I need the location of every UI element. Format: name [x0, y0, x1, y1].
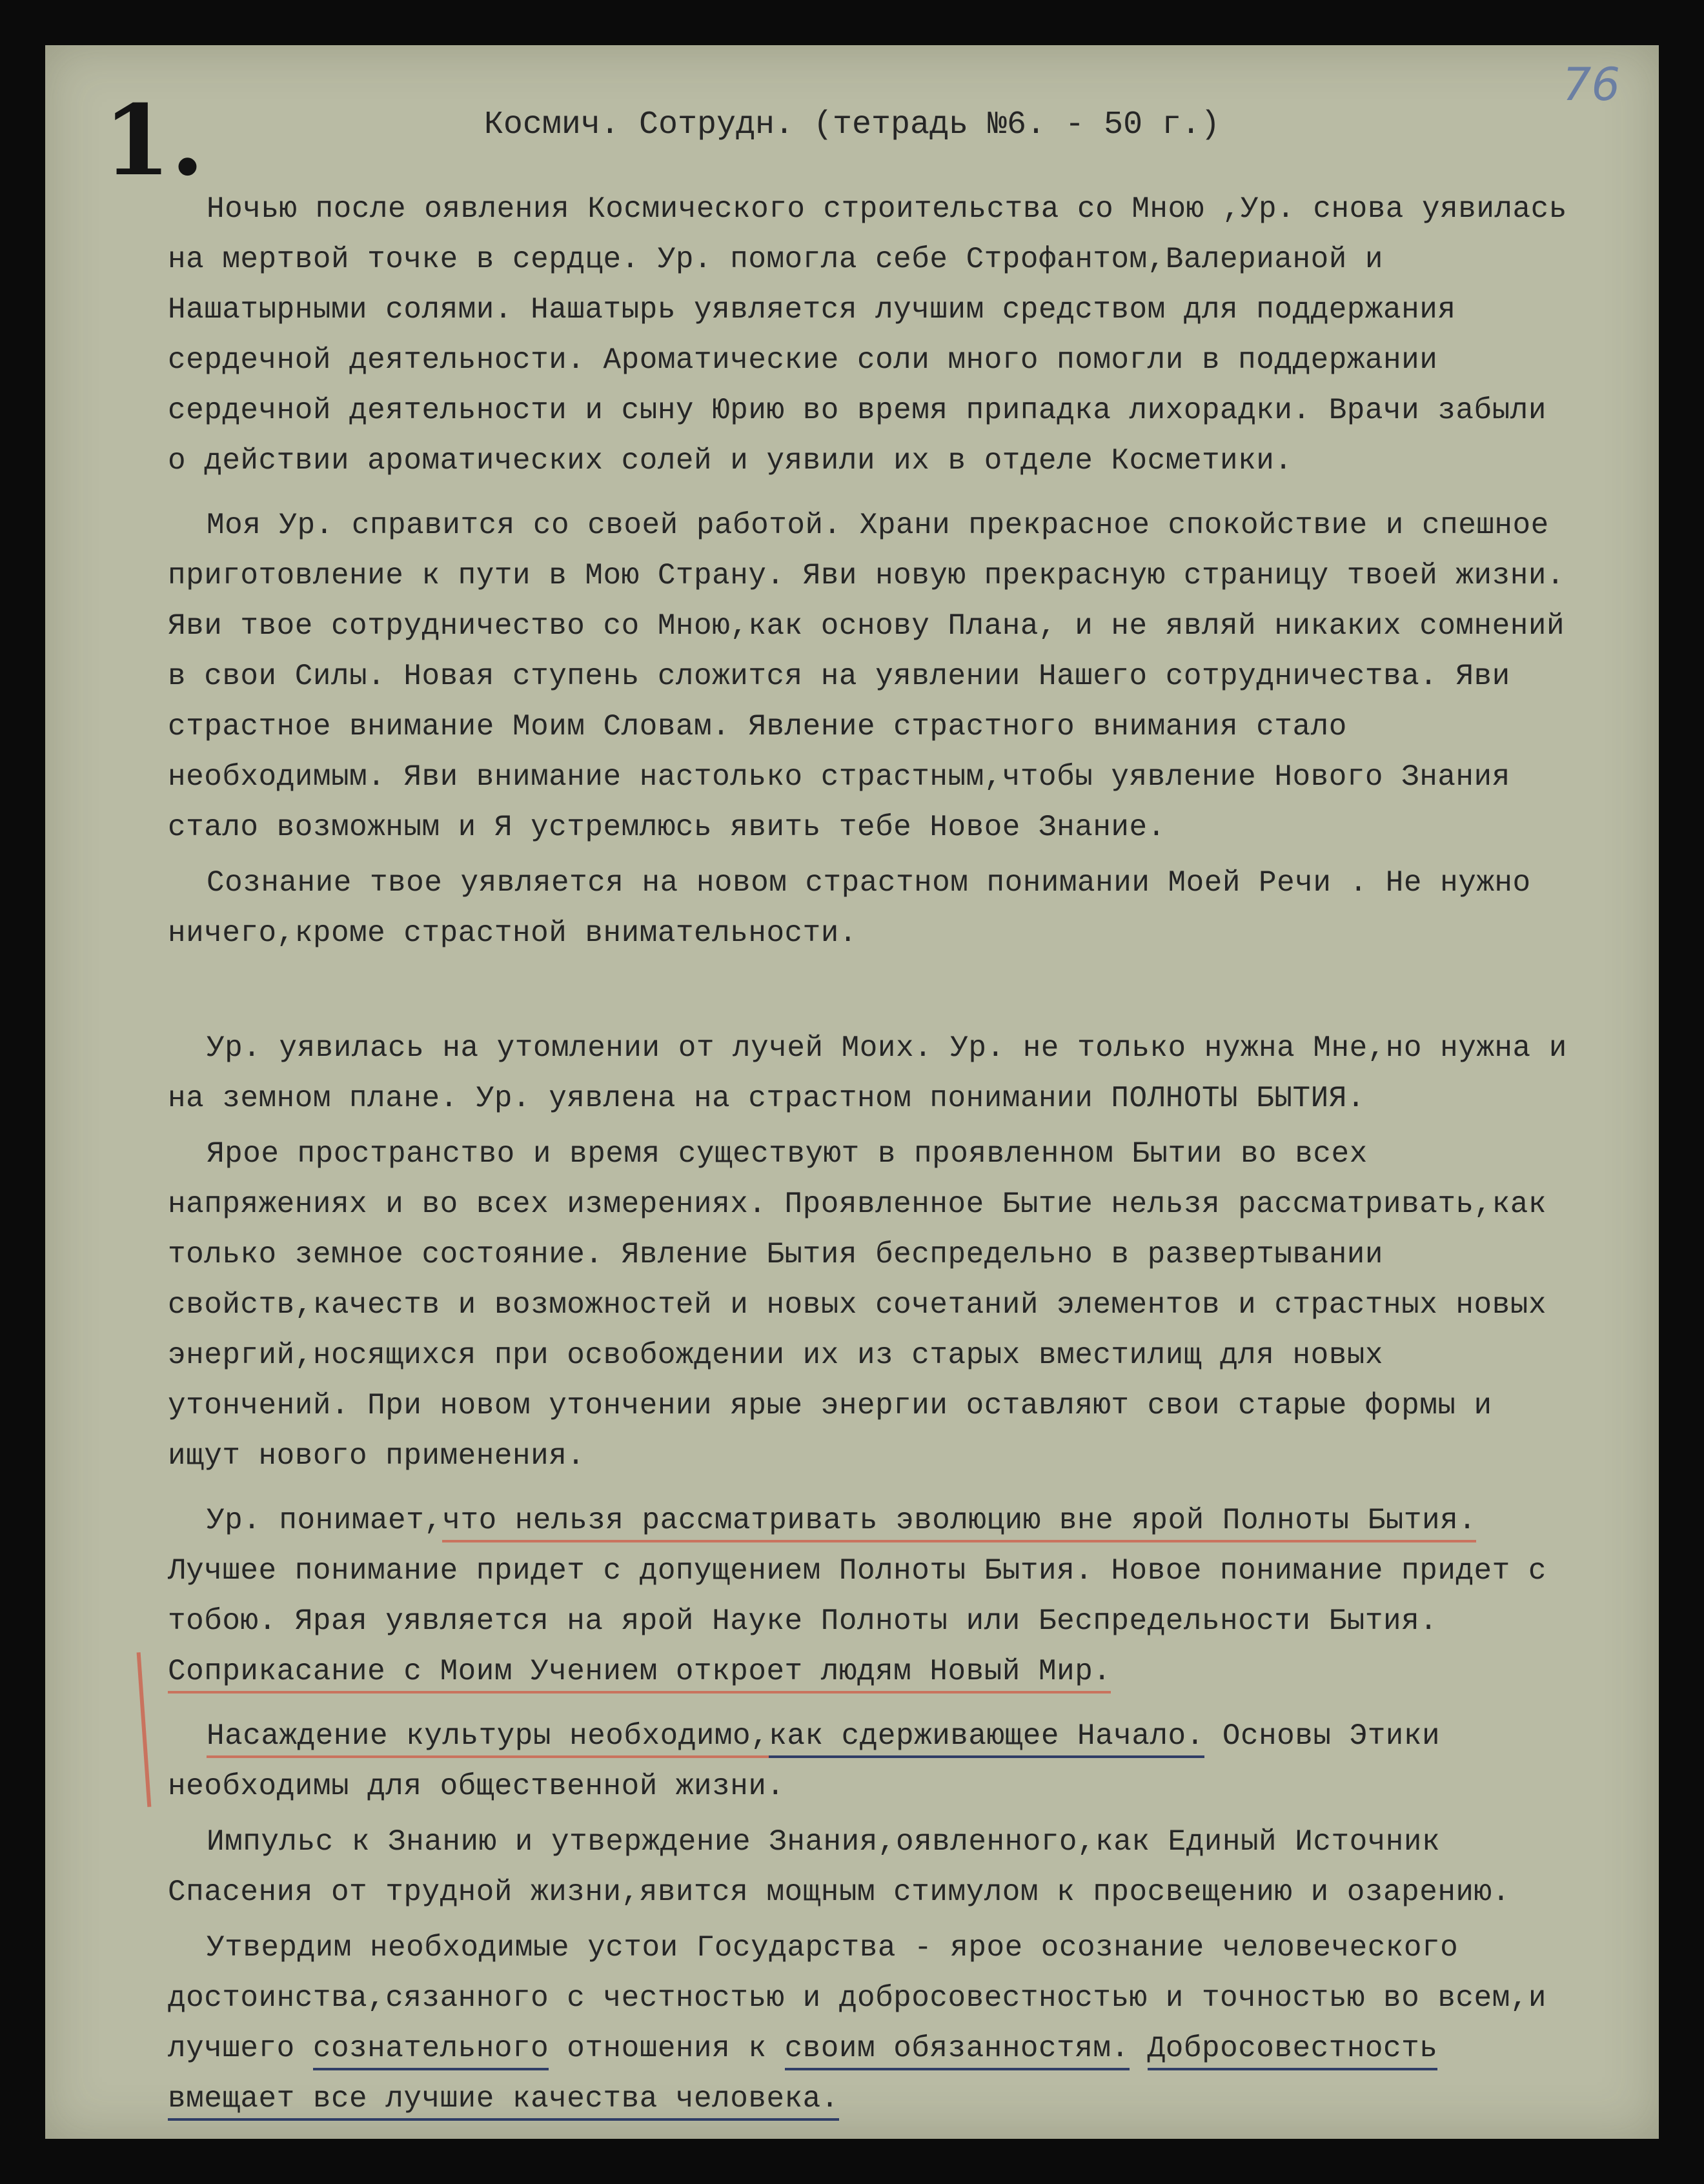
- paragraph-2: Моя Ур. справится со своей работой. Храни прекрасное спокойствие и спешное приготовление к пути в Мою Страну. Яви новую прекрасную страницу твоей жизни. Яви твое сотрудничество со Мною,как основу Плана, и не являй никаких сомнений в свои Силы. Новая ступень сложится на уявлении Нашего сотрудничества. Яви страстное внимание Моим Словам. Явление страстного внимания стало необходимым. Яви внимание настолько страстным,чтобы уявление Нового Знания стало возможным и Я устремлюсь явить тебе Новое Знание.: [168, 509, 1565, 844]
- red-underlined-phrase: Насаждение культуры необходимо,: [207, 1719, 769, 1758]
- blue-underlined-phrase: своим обязанностям.: [785, 2032, 1130, 2070]
- paragraph-9-start: Утвердим необходимые устои Государства - ярое осознание человеческого достоинства,сязанного с честностью и добросовестностью и точностью во всем,и лучшего: [168, 1931, 1547, 2065]
- red-underlined-phrase: Соприкасание с Моим Учением откроет людям Новый Мир.: [168, 1655, 1111, 1694]
- paragraph-7-end: Основы Этики необходимы для общественной жизни.: [168, 1719, 1441, 1803]
- paragraph-6-start: Ур. понимает,: [207, 1504, 443, 1537]
- red-underlined-phrase: что нельзя рассматривать эволюцию вне ярой Полноты Бытия.: [442, 1504, 1476, 1542]
- document-body: [168, 184, 1575, 2138]
- paragraph-3: Сознание твое уявляется на новом страстном понимании Моей Речи . Не нужно ничего,кроме страстной внимательности.: [168, 866, 1531, 950]
- document-title: Космич. Сотрудн. (тетрадь №6. - 50 г.): [483, 106, 1221, 143]
- paragraph-6-middle: Лучшее понимание придет с допущением Полноты Бытия. Новое понимание придет с тобою. Ярая уявляется на ярой Науке Полноты или Беспредельности Бытия.: [168, 1554, 1547, 1638]
- paragraph-5: Ярое пространство и время существуют в проявленном Бытии во всех напряжениях и во всех измерениях. Проявленное Бытие нельзя рассматривать,как только земное состояние. Явление Бытия беспредельно в развертывании свойств,качеств и возможностей и новых сочетаний элементов и страстных новых энергий,носящихся при освобождении их из старых вместилищ для новых утончений. При новом утончении ярые энергии оставляют свои старые формы и ищут нового применения.: [168, 1137, 1547, 1473]
- paragraph-6: [168, 1495, 1575, 1697]
- paragraph-9: [168, 1923, 1575, 2124]
- red-margin-line: [137, 1652, 152, 1807]
- blue-underlined-phrase: как сдерживающее Начало.: [769, 1719, 1204, 1758]
- blue-underlined-phrase: сознательного: [313, 2032, 549, 2070]
- paragraph-8: Импульс к Знанию и утверждение Знания,оявленного,как Единый Источник Спасения от трудной жизни,явится мощным стимулом к просвещению и озарению.: [168, 1825, 1510, 1909]
- document-sheet: [45, 45, 1659, 2139]
- paragraph-4: Ур. уявилась на утомлении от лучей Моих. Ур. не только нужна Мне,но нужна и на земном плане. Ур. уявлена на страстном понимании ПОЛНОТЫ БЫТИЯ.: [168, 1031, 1567, 1115]
- paragraph-1: Ночью после оявления Космического строительства со Мною ,Ур. снова уявилась на мертвой точке в сердце. Ур. помогла себе Строфантом,Валерианой и Нашатырными солями. Нашатырь уявляется лучшим средством для поддержания сердечной деятельности. Ароматические соли много помогли в поддержании сердечной деятельности и сыну Юрию во время припадка лихорадки. Врачи забыли о действии ароматических солей и уявили их в отделе Косметики.: [168, 192, 1567, 478]
- paragraph-9-space: [1130, 2032, 1148, 2065]
- paragraph-7: [168, 1711, 1575, 1812]
- blue-underlined-phrase: Добросовестность вмещает все лучшие качества человека.: [168, 2032, 1437, 2121]
- archive-page-number: 76: [1562, 58, 1620, 111]
- margin-mark: 1.: [103, 84, 205, 197]
- paragraph-9-middle: отношения к: [549, 2032, 785, 2065]
